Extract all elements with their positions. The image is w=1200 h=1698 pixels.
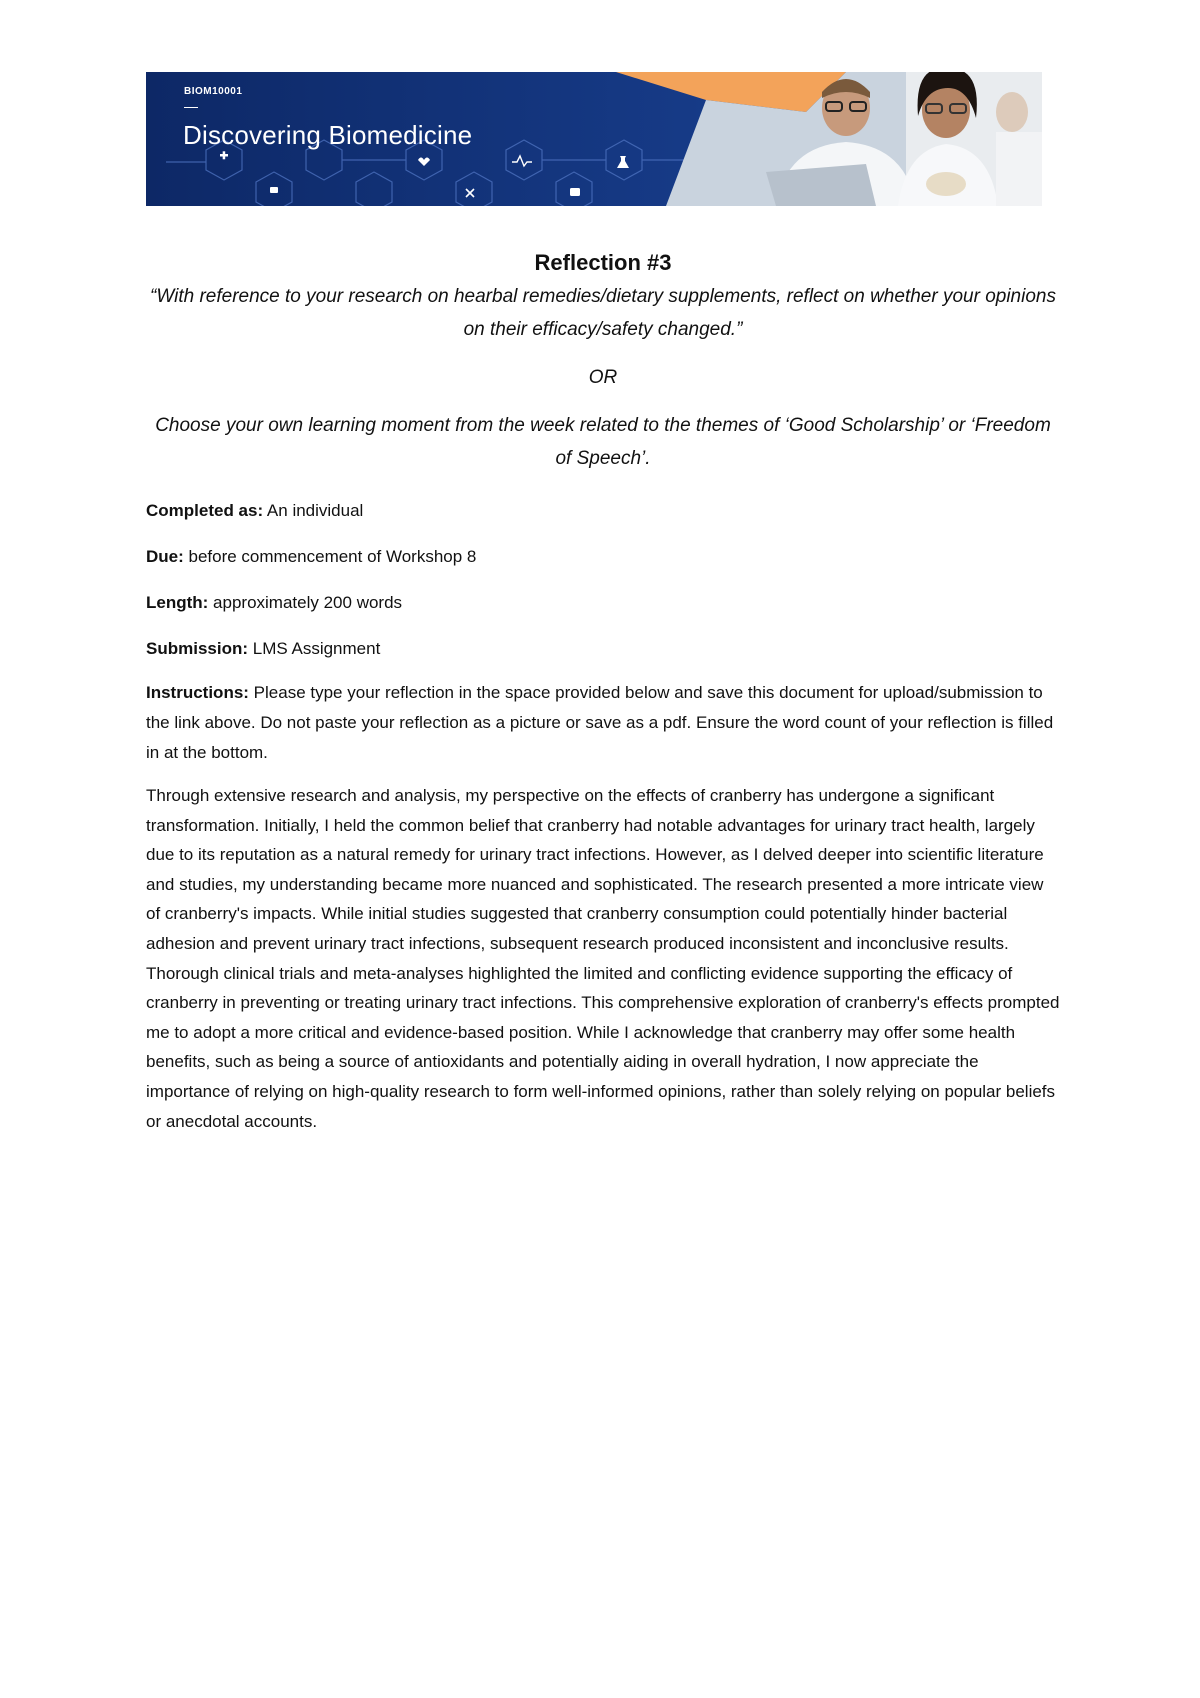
or-separator: OR — [588, 367, 618, 388]
banner-divider — [184, 107, 198, 108]
completed-as-label: Completed as: — [146, 501, 264, 520]
due-row — [146, 542, 1060, 572]
length-row — [146, 588, 1060, 618]
length-value: approximately 200 words — [208, 593, 403, 612]
camera-icon — [570, 188, 580, 196]
reflection-prompt: “With reference to your research on hearbal remedies/dietary supplements, reflect on whether your opinions on their efficacy/safety changed.” — [150, 286, 1056, 340]
due-value: before commencement of Workshop 8 — [183, 547, 477, 566]
completed-as-value: An individual — [263, 501, 364, 520]
course-banner — [146, 72, 1042, 206]
due-label: Due: — [146, 547, 184, 566]
submission-row — [146, 634, 1060, 664]
course-title: Discovering Biomedicine — [183, 120, 473, 150]
instructions-label: Instructions: — [146, 683, 249, 702]
document-body — [146, 246, 1060, 1136]
alternative-prompt: Choose your own learning moment from the week related to the themes of ‘Good Scholarship’ or ‘Freedom of Speech’. — [155, 415, 1051, 469]
length-label: Length: — [146, 593, 209, 612]
submission-value: LMS Assignment — [248, 639, 381, 658]
instructions-value: Please type your reflection in the space provided below and save this document for upload/submission to the link above. Do not paste your reflection as a picture or save as a pdf. Ensure the word count of your reflection is filled in at the bottom. — [146, 683, 1054, 762]
submission-label: Submission: — [146, 639, 249, 658]
course-code: BIOM10001 — [184, 86, 243, 97]
reflection-response[interactable]: Through extensive research and analysis, my perspective on the effects of cranberry has undergone a significant transformation. Initially, I held the common belief that cranberry had notable advantages for urinary tract health, largely due to its reputation as a natural remedy for urinary tract infections. However, as I delved deeper into scientific literature and studies, my understanding became more nuanced and sophisticated. The research presented a more intricate view of cranberry's impacts. While initial studies suggested that cranberry consumption could potentially hinder bacterial adhesion and prevent urinary tract infections, subsequent research produced inconsistent and inconclusive results. Thorough clinical trials and meta-analyses highlighted the limited and conflicting evidence supporting the efficacy of cranberry in preventing or treating urinary tract infections. This comprehensive exploration of cranberry's effects prompted me to adopt a more critical and evidence-based position. While I acknowledge that cranberry may offer some health benefits, such as being a source of antioxidants and potentially aiding in overall hydration, I now appreciate the importance of relying on high-quality research to form well-informed opinions, rather than solely relying on popular beliefs or anecdotal accounts. — [146, 786, 1060, 1131]
completed-as-row — [146, 496, 1060, 526]
reflection-title: Reflection #3 — [534, 250, 672, 275]
instructions-row — [146, 678, 1060, 768]
